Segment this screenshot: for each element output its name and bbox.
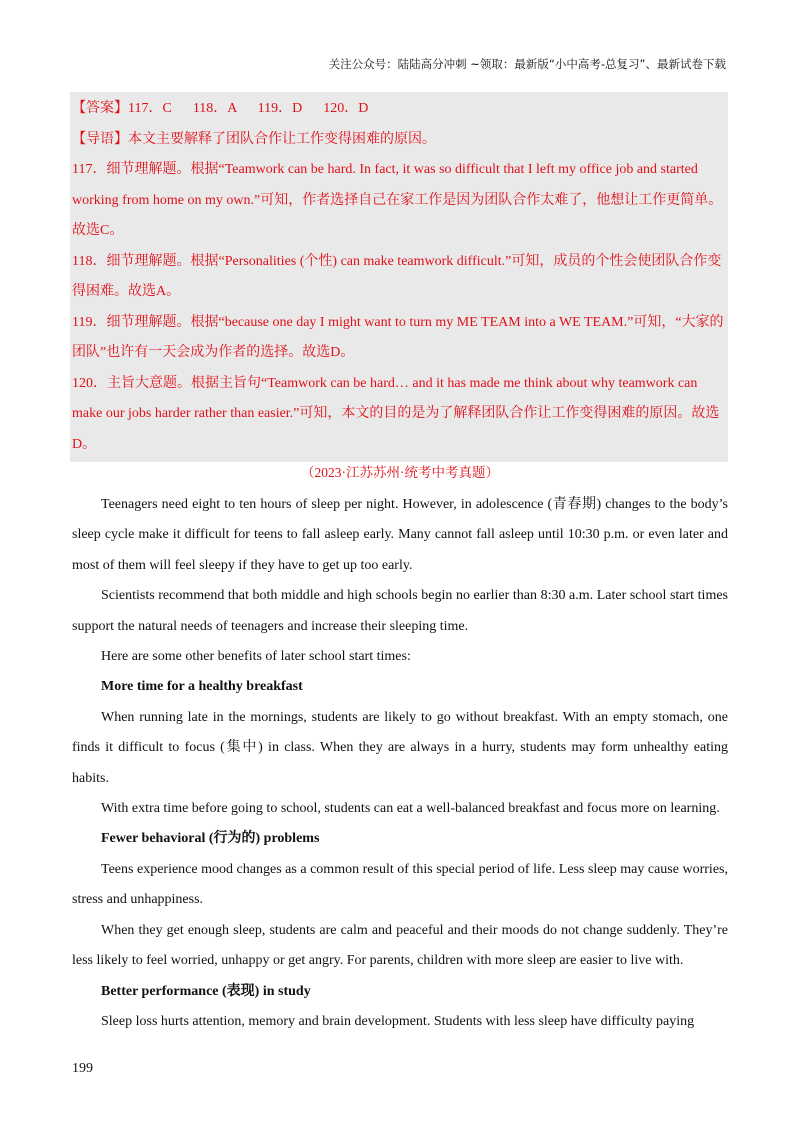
section-heading: Better performance (表现) in study (101, 983, 311, 999)
guide-line: 【导语】本文主要解释了团队合作让工作变得困难的原因。 (72, 131, 436, 147)
section-heading: More time for a healthy breakfast (101, 679, 303, 695)
answer-box (70, 92, 728, 462)
answer-line: 【答案】117．C 118．A 119．D 120．D (72, 101, 369, 116)
explanation-119: 119．细节理解题。根据“because one day I might want to turn my ME TEAM into a WE TEAM.”可知，“大家的团队”也许有一天会成为作者的选择。故选D。 (72, 314, 724, 360)
paragraph: Here are some other benefits of later school start times: (101, 649, 411, 665)
paragraph: Sleep loss hurts attention, memory and brain development. Students with less sleep have difficulty paying (101, 1013, 695, 1029)
paragraph: With extra time before going to school, students can eat a well-balanced breakfast and focus more on learning. (101, 801, 720, 817)
article (72, 490, 728, 1037)
paragraph: Teenagers need eight to ten hours of sleep per night. However, in adolescence (青春期) changes to the body’s sleep cycle make it difficult for teens to fall asleep early. Many cannot fall asleep until 10:30 p.m. or even later and most of them will feel sleepy if they have to get up too early. (72, 497, 728, 573)
explanation-117: 117．细节理解题。根据“Teamwork can be hard. In fact, it was so difficult that I left my office job and started working from home on my own.”可知，作者选择自己在家工作是因为团队合作太难了，他想让工作更简单。故选C。 (72, 162, 723, 238)
paragraph: Scientists recommend that both middle and high schools begin no earlier than 8:30 a.m. Later school start times support the natural needs of teenagers and increase their sleeping time. (72, 588, 728, 634)
paragraph: Teens experience mood changes as a common result of this special period of life. Less sleep may cause worries, stress and unhappiness. (72, 861, 728, 908)
explanation-120: 120．主旨大意题。根据主旨句“Teamwork can be hard… and it has made me think about why teamwork can make our jobs harder rather than easier.”可知，本文的目的是为了解释团队合作让工作变得困难的原因。故选D。 (72, 375, 720, 452)
paragraph: When they get enough sleep, students are calm and peaceful and their moods do not change suddenly. They’re less likely to feel worried, unhappy or get angry. For parents, children with more sleep are easier to live with. (72, 922, 728, 969)
paragraph: When running late in the mornings, students are likely to go without breakfast. With an empty stomach, one finds it difficult to focus (集中) in class. When they are always in a hurry, students may form unhealthy eating habits. (72, 709, 728, 786)
page-number: 199 (72, 1061, 93, 1076)
explanation-118: 118．细节理解题。根据“Personalities (个性) can make teamwork difficult.”可知，成员的个性会使团队合作变得困难。故选A。 (72, 253, 722, 299)
header-note: 关注公众号：陆陆高分冲刺 ~领取：最新版“小中高考-总复习”、最新试卷下载 (328, 57, 726, 71)
section-heading: Fewer behavioral (行为的) problems (101, 831, 320, 847)
source-label: （2023·江苏苏州·统考中考真题） (301, 465, 499, 480)
